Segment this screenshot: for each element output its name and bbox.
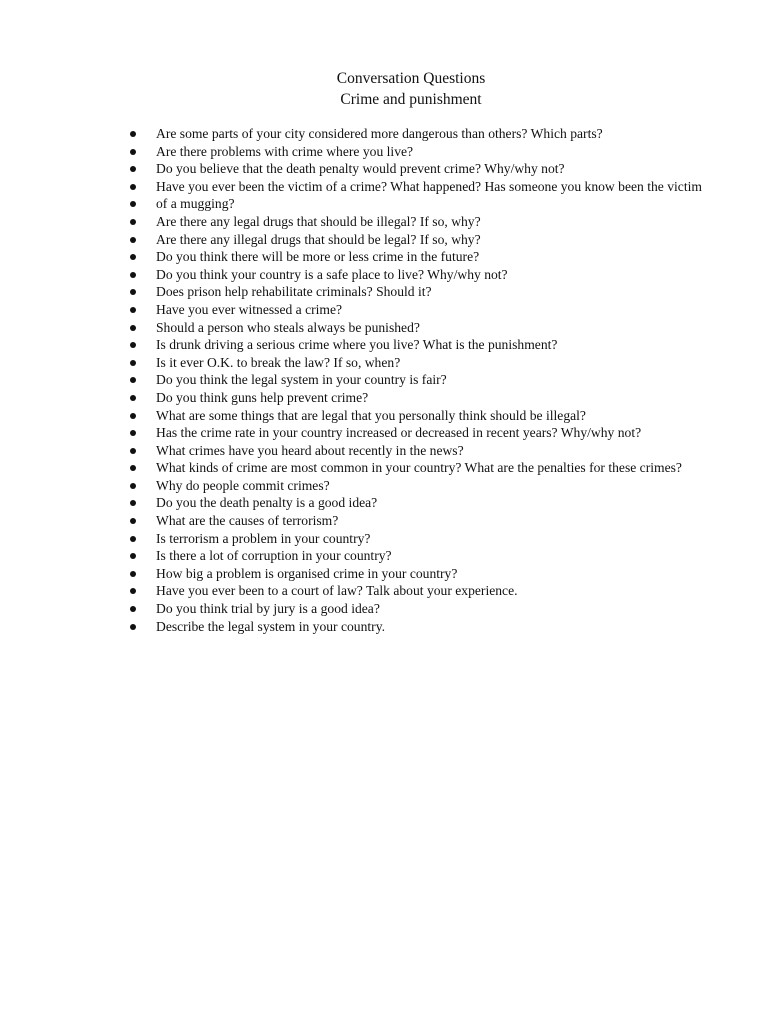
list-item bbox=[127, 512, 717, 530]
title-block bbox=[0, 68, 768, 110]
list-item bbox=[127, 424, 717, 442]
list-item bbox=[127, 213, 717, 231]
bullet-icon bbox=[130, 500, 136, 506]
bullet-icon bbox=[130, 624, 136, 630]
bullet-icon bbox=[130, 430, 136, 436]
question-text: Is drunk driving a serious crime where you live? What is the punishment? bbox=[156, 337, 558, 353]
bullet-icon bbox=[130, 237, 136, 243]
bullet-icon bbox=[130, 272, 136, 278]
bullet-icon bbox=[130, 219, 136, 225]
question-text: Should a person who steals always be punished? bbox=[156, 319, 420, 335]
bullet-icon bbox=[130, 377, 136, 383]
bullet-icon bbox=[130, 553, 136, 559]
bullet-icon bbox=[130, 588, 136, 594]
question-text: What are some things that are legal that you personally think should be illegal? bbox=[156, 407, 586, 423]
question-text: Have you ever witnessed a crime? bbox=[156, 301, 343, 317]
bullet-icon bbox=[130, 413, 136, 419]
bullet-icon bbox=[130, 571, 136, 577]
bullet-icon bbox=[130, 606, 136, 612]
list-item bbox=[127, 442, 717, 460]
list-item bbox=[127, 389, 717, 407]
document-subtitle: Crime and punishment bbox=[340, 91, 482, 108]
list-item bbox=[127, 125, 717, 143]
question-text: Have you ever been to a court of law? Talk about your experience. bbox=[156, 583, 518, 599]
bullet-icon bbox=[130, 307, 136, 313]
question-text: Describe the legal system in your country. bbox=[156, 618, 386, 634]
list-item bbox=[127, 336, 717, 354]
list-item bbox=[127, 618, 717, 636]
bullet-icon bbox=[130, 325, 136, 331]
list-item bbox=[127, 407, 717, 425]
list-item bbox=[127, 266, 717, 284]
question-text: Do you think the legal system in your country is fair? bbox=[156, 372, 447, 388]
list-item bbox=[127, 354, 717, 372]
list-item bbox=[127, 371, 717, 389]
bullet-icon bbox=[130, 149, 136, 155]
list-item bbox=[127, 248, 717, 266]
list-item bbox=[127, 600, 717, 618]
question-text: What are the causes of terrorism? bbox=[156, 513, 339, 529]
question-text: of a mugging? bbox=[156, 196, 235, 212]
bullet-icon bbox=[130, 166, 136, 172]
bullet-icon bbox=[130, 342, 136, 348]
list-item bbox=[127, 530, 717, 548]
question-list bbox=[127, 125, 717, 635]
question-text: Does prison help rehabilitate criminals? Should it? bbox=[156, 284, 432, 300]
bullet-icon bbox=[130, 254, 136, 260]
bullet-icon bbox=[130, 289, 136, 295]
bullet-icon bbox=[130, 201, 136, 207]
bullet-icon bbox=[130, 465, 136, 471]
bullet-icon bbox=[130, 395, 136, 401]
question-text: What kinds of crime are most common in your country? What are the penalties for these crimes? bbox=[156, 460, 682, 476]
question-text: Have you ever been the victim of a crime? What happened? Has someone you know been the victim bbox=[156, 178, 702, 194]
bullet-icon bbox=[130, 131, 136, 137]
question-text: Are there any illegal drugs that should be legal? If so, why? bbox=[156, 231, 481, 247]
list-item bbox=[127, 319, 717, 337]
list-item bbox=[127, 231, 717, 249]
list-item bbox=[127, 582, 717, 600]
bullet-icon bbox=[130, 518, 136, 524]
question-text: Are there any legal drugs that should be illegal? If so, why? bbox=[156, 213, 481, 229]
bullet-icon bbox=[130, 448, 136, 454]
question-text: Do you think your country is a safe place to live? Why/why not? bbox=[156, 266, 508, 282]
list-item bbox=[127, 178, 717, 196]
document-title: Conversation Questions bbox=[336, 70, 486, 87]
question-text: Has the crime rate in your country increased or decreased in recent years? Why/why not? bbox=[156, 425, 642, 441]
bullet-icon bbox=[130, 483, 136, 489]
question-text: Are some parts of your city considered more dangerous than others? Which parts? bbox=[156, 126, 603, 141]
list-item bbox=[127, 195, 717, 213]
question-text: Is there a lot of corruption in your country? bbox=[156, 548, 392, 564]
question-text: Is terrorism a problem in your country? bbox=[156, 530, 371, 546]
bullet-icon bbox=[130, 360, 136, 366]
question-text: Do you think guns help prevent crime? bbox=[156, 389, 369, 405]
question-text: Do you believe that the death penalty would prevent crime? Why/why not? bbox=[156, 161, 565, 177]
question-text: Is it ever O.K. to break the law? If so, when? bbox=[156, 354, 401, 370]
list-item bbox=[127, 459, 717, 477]
list-item bbox=[127, 477, 717, 495]
bullet-icon bbox=[130, 184, 136, 190]
question-text: How big a problem is organised crime in your country? bbox=[156, 565, 458, 581]
list-item bbox=[127, 494, 717, 512]
list-item bbox=[127, 283, 717, 301]
question-text: Do you the death penalty is a good idea? bbox=[156, 495, 378, 511]
question-text: Why do people commit crimes? bbox=[156, 477, 330, 493]
question-text: Are there problems with crime where you live? bbox=[156, 143, 414, 159]
bullet-icon bbox=[130, 536, 136, 542]
list-item bbox=[127, 547, 717, 565]
question-text: Do you think trial by jury is a good idea? bbox=[156, 601, 380, 617]
list-item bbox=[127, 301, 717, 319]
question-text: Do you think there will be more or less crime in the future? bbox=[156, 249, 480, 265]
list-item bbox=[127, 160, 717, 178]
question-text: What crimes have you heard about recently in the news? bbox=[156, 442, 464, 458]
list-item bbox=[127, 143, 717, 161]
list-item bbox=[127, 565, 717, 583]
